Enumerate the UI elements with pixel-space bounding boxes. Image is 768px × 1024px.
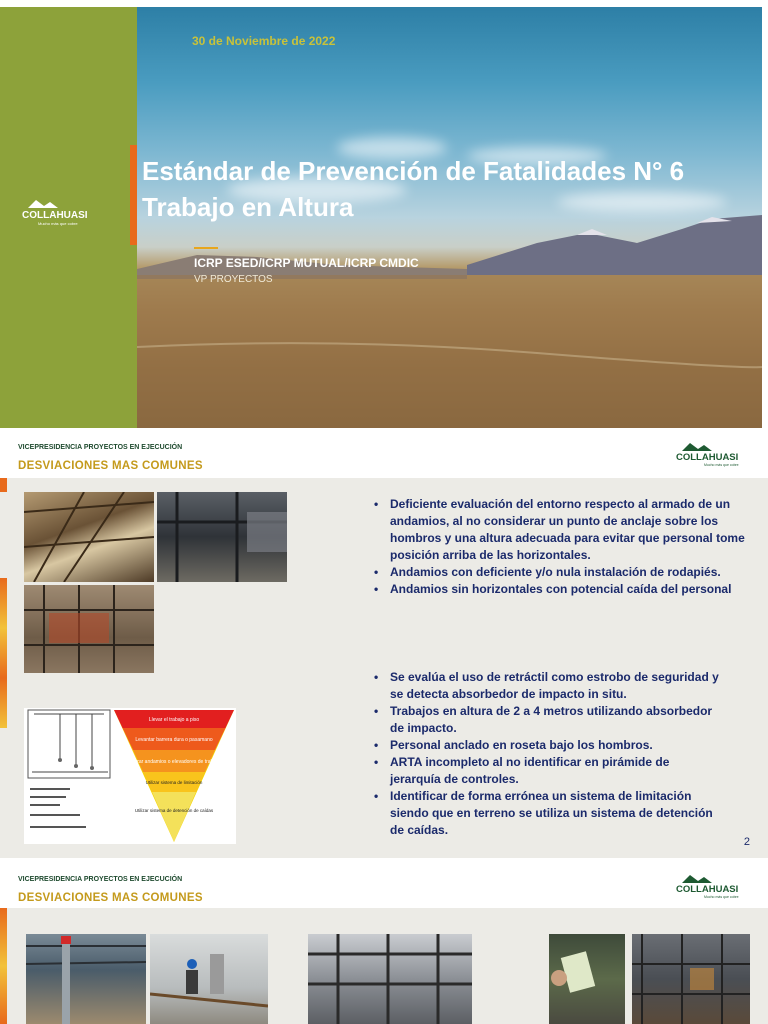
list-item: • Andamios con deficiente y/o nula instalación de rodapiés. — [372, 564, 756, 581]
scaffold-photo-1 — [24, 492, 154, 582]
scaffold-photo-3 — [24, 585, 154, 673]
title-underline-dash — [194, 247, 218, 249]
list-item: • ARTA incompleto al no identificar en pirámide de jerarquía de controles. — [372, 754, 722, 788]
deviations-slide-2 — [0, 428, 768, 858]
logo-wordmark: COLLAHUASI — [676, 452, 739, 463]
worksite-photo-4 — [549, 934, 625, 1024]
logo-tagline: Mucho más que cobre — [38, 221, 78, 226]
orange-side-stripe — [0, 478, 7, 492]
slide-subtitle: ICRP ESED/ICRP MUTUAL/ICRP CMDIC — [194, 256, 419, 270]
logo-tagline: Mucho más que cobre — [704, 463, 739, 467]
header-vp-label: VICEPRESIDENCIA PROYECTOS EN EJECUCIÓN — [18, 444, 183, 451]
pyramid-level-5: Utilizar sistema de detención de caídas — [134, 808, 214, 813]
logo-wordmark: COLLAHUASI — [22, 210, 88, 221]
title-slide — [0, 0, 768, 428]
slide-title-line2: Trabajo en Altura — [142, 192, 354, 222]
list-item: • Se evalúa el uso de retráctil como estrobo de seguridad y se detecta absorbedor de impacto in situ. — [372, 669, 722, 703]
deviation-list-2 — [372, 669, 722, 839]
worksite-photo-5 — [632, 934, 750, 1024]
header-vp-label: VICEPRESIDENCIA PROYECTOS EN EJECUCIÓN — [18, 876, 183, 883]
list-item: • Personal anclado en roseta bajo los hombros. — [372, 737, 722, 754]
scaffold-photo-2 — [157, 492, 287, 582]
hierarchy-of-controls-diagram — [24, 708, 236, 844]
pyramid-level-3: Utilizar andamios o elevadores de trabajo — [128, 759, 220, 765]
worksite-photo-3 — [308, 934, 472, 1024]
orange-side-stripe — [0, 908, 7, 1024]
logo-tagline: Mucho más que cobre — [704, 895, 739, 899]
header-section-title: DESVIACIONES MAS COMUNES — [18, 892, 203, 904]
presentation-date: 30 de Noviembre de 2022 — [192, 34, 336, 48]
harness-sketch-and-pyramid — [24, 708, 236, 844]
pyramid-level-4: Utilizar sistema de limitación — [145, 780, 203, 785]
slide-header — [0, 858, 768, 908]
list-item: • Identificar de forma errónea un sistema de limitación siendo que en terreno se utiliza un sistema de detención de caídas. — [372, 788, 722, 839]
collahuasi-logo — [674, 442, 760, 468]
page-number: 2 — [743, 836, 750, 848]
pyramid-level-1: Llevar el trabajo a piso — [148, 717, 200, 723]
list-item: • Deficiente evaluación del entorno respecto al armado de un andamios, al no considerar un punto de anclaje sobre los hombros y una altura adecuada para evitar que personal tome posición arriba de las horizontales. — [372, 496, 756, 564]
header-section-title: DESVIACIONES MAS COMUNES — [18, 460, 203, 472]
list-item: • Andamios sin horizontales con potencial caída del personal — [372, 581, 756, 598]
collahuasi-logo — [18, 198, 118, 228]
logo-wordmark: COLLAHUASI — [676, 884, 739, 895]
slide-header — [0, 428, 768, 478]
slide-subsubtitle: VP PROYECTOS — [194, 274, 273, 285]
deviations-slide-3 — [0, 858, 768, 1024]
collahuasi-logo — [674, 874, 760, 900]
orange-accent-bar — [130, 145, 137, 245]
deviation-list-1 — [372, 496, 756, 598]
slide-title-line1: Estándar de Prevención de Fatalidades N° 6 — [142, 156, 685, 186]
worksite-photo-1 — [26, 934, 146, 1024]
worksite-photo-2 — [150, 934, 268, 1024]
orange-side-stripe — [0, 578, 7, 728]
list-item: • Trabajos en altura de 2 a 4 metros utilizando absorbedor de impacto. — [372, 703, 722, 737]
pyramid-level-2: Levantar barrera dura o pasamano — [135, 737, 213, 743]
